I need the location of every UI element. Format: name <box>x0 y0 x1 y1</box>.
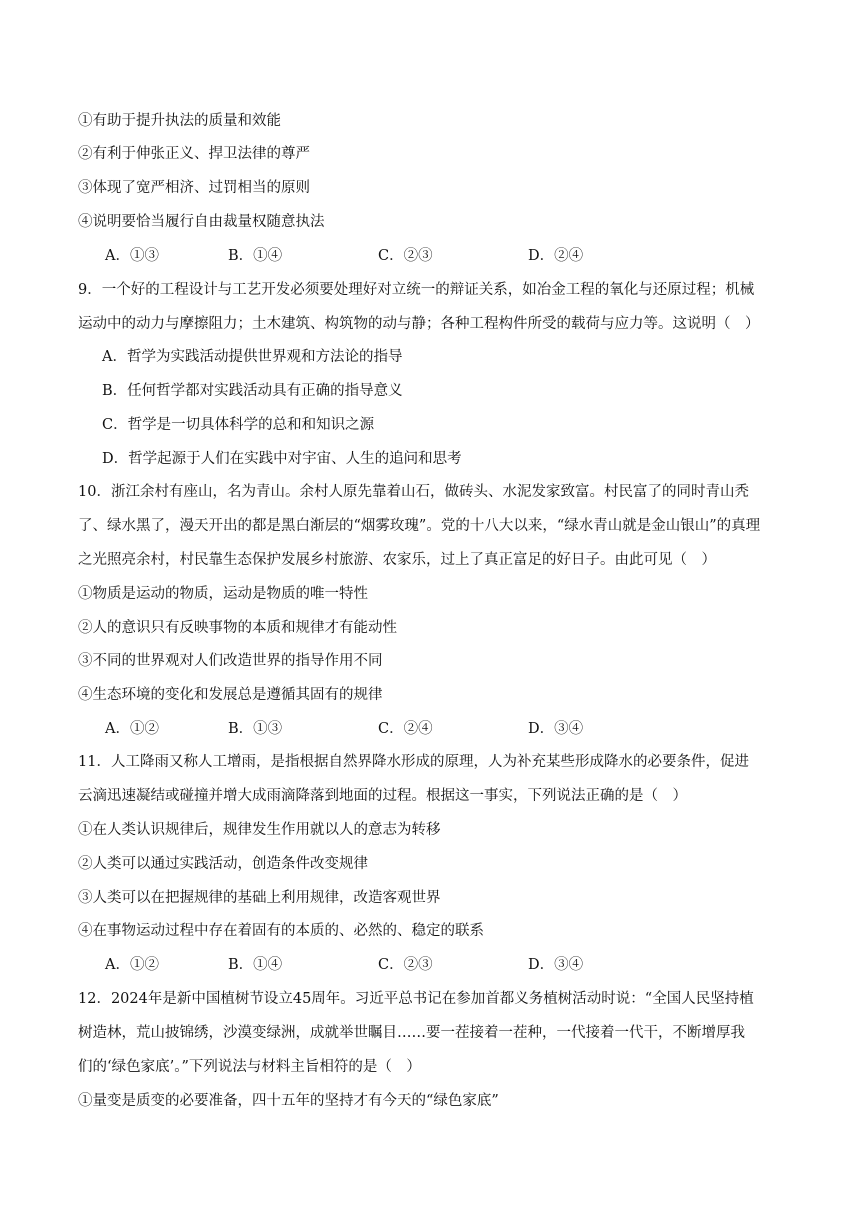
q8-statement-2: ②有利于伸张正义、捍卫法律的尊严 <box>78 146 310 162</box>
q11-stem-line-2: 云滴迅速凝结或碰撞并增大成雨滴降落到地面的过程。根据这一事实，下列说法正确的是（ ） <box>78 788 687 804</box>
q9-choice-b: B．任何哲学都对实践活动具有正确的指导意义 <box>102 383 403 399</box>
q10-stem-line-1: 10．浙江余村有座山，名为青山。余村人原先靠着山石，做砖头、水泥发家致富。村民富了的同时青山秃 <box>78 484 749 500</box>
q11-statement-2: ②人类可以通过实践活动，创造条件改变规律 <box>78 856 368 872</box>
q10-stem-line-2: 了、绿水黑了，漫天开出的都是黑白渐层的“烟雾玫瑰”。党的十八大以来，“绿水青山就是金山银山”的真理 <box>78 518 761 534</box>
q12-stem-line-3: 们的‘绿色家底’。”下列说法与材料主旨相符的是（ ） <box>78 1059 421 1075</box>
q11-option-c: C．②③ <box>378 957 433 973</box>
q8-statement-1: ①有助于提升执法的质量和效能 <box>78 113 281 129</box>
q8-option-c: C．②③ <box>378 248 433 264</box>
q11-statement-4: ④在事物运动过程中存在着固有的本质的、必然的、稳定的联系 <box>78 923 484 939</box>
q11-option-a: A．①② <box>105 957 159 973</box>
q8-option-d: D．②④ <box>528 248 584 264</box>
q9-choice-d: D．哲学起源于人们在实践中对宇宙、人生的追问和思考 <box>102 451 462 467</box>
q9-choice-a: A．哲学为实践活动提供世界观和方法论的指导 <box>102 349 403 365</box>
q10-option-b: B．①③ <box>228 721 283 737</box>
q8-option-a: A．①③ <box>105 248 159 264</box>
q11-stem-line-1: 11．人工降雨又称人工增雨，是指根据自然界降水形成的原理，人为补充某些形成降水的必要条件，促进 <box>78 754 749 770</box>
q10-statement-2: ②人的意识只有反映事物的本质和规律才有能动性 <box>78 620 397 636</box>
q9-stem-line-2: 运动中的动力与摩擦阻力；土木建筑、构筑物的动与静；各种工程构件所受的载荷与应力等。这说明（ ） <box>78 316 760 332</box>
q9-choice-c: C．哲学是一切具体科学的总和和知识之源 <box>102 417 375 433</box>
q11-option-b: B．①④ <box>228 957 283 973</box>
q11-option-d: D．③④ <box>528 957 584 973</box>
q8-option-b: B．①④ <box>228 248 283 264</box>
q10-option-d: D．③④ <box>528 721 584 737</box>
q10-statement-3: ③不同的世界观对人们改造世界的指导作用不同 <box>78 653 383 669</box>
q12-statement-1: ①量变是质变的必要准备，四十五年的坚持才有今天的“绿色家底” <box>78 1093 499 1109</box>
q10-statement-4: ④生态环境的变化和发展总是遵循其固有的规律 <box>78 687 383 703</box>
q10-option-a: A．①② <box>105 721 159 737</box>
q11-statement-3: ③人类可以在把握规律的基础上利用规律，改造客观世界 <box>78 890 441 906</box>
q11-statement-1: ①在人类认识规律后，规律发生作用就以人的意志为转移 <box>78 822 441 838</box>
q10-statement-1: ①物质是运动的物质，运动是物质的唯一特性 <box>78 586 368 602</box>
q12-stem-line-2: 树造林，荒山披锦绣，沙漠变绿洲，成就举世瞩目……要一茬接着一茬种，一代接着一代干，不断增厚我 <box>78 1025 745 1041</box>
q10-option-c: C．②④ <box>378 721 433 737</box>
q8-statement-3: ③体现了宽严相济、过罚相当的原则 <box>78 180 310 196</box>
q12-stem-line-1: 12．2024年是新中国植树节设立45周年。习近平总书记在参加首都义务植树活动时说：“全国人民坚持植 <box>78 991 754 1007</box>
q8-statement-4: ④说明要恰当履行自由裁量权随意执法 <box>78 214 325 230</box>
q10-stem-line-3: 之光照亮余村，村民靠生态保护发展乡村旅游、农家乐，过上了真正富足的好日子。由此可见（ ） <box>78 552 716 568</box>
q9-stem-line-1: 9．一个好的工程设计与工艺开发必须要处理好对立统一的辩证关系，如冶金工程的氧化与还原过程；机械 <box>78 282 755 298</box>
